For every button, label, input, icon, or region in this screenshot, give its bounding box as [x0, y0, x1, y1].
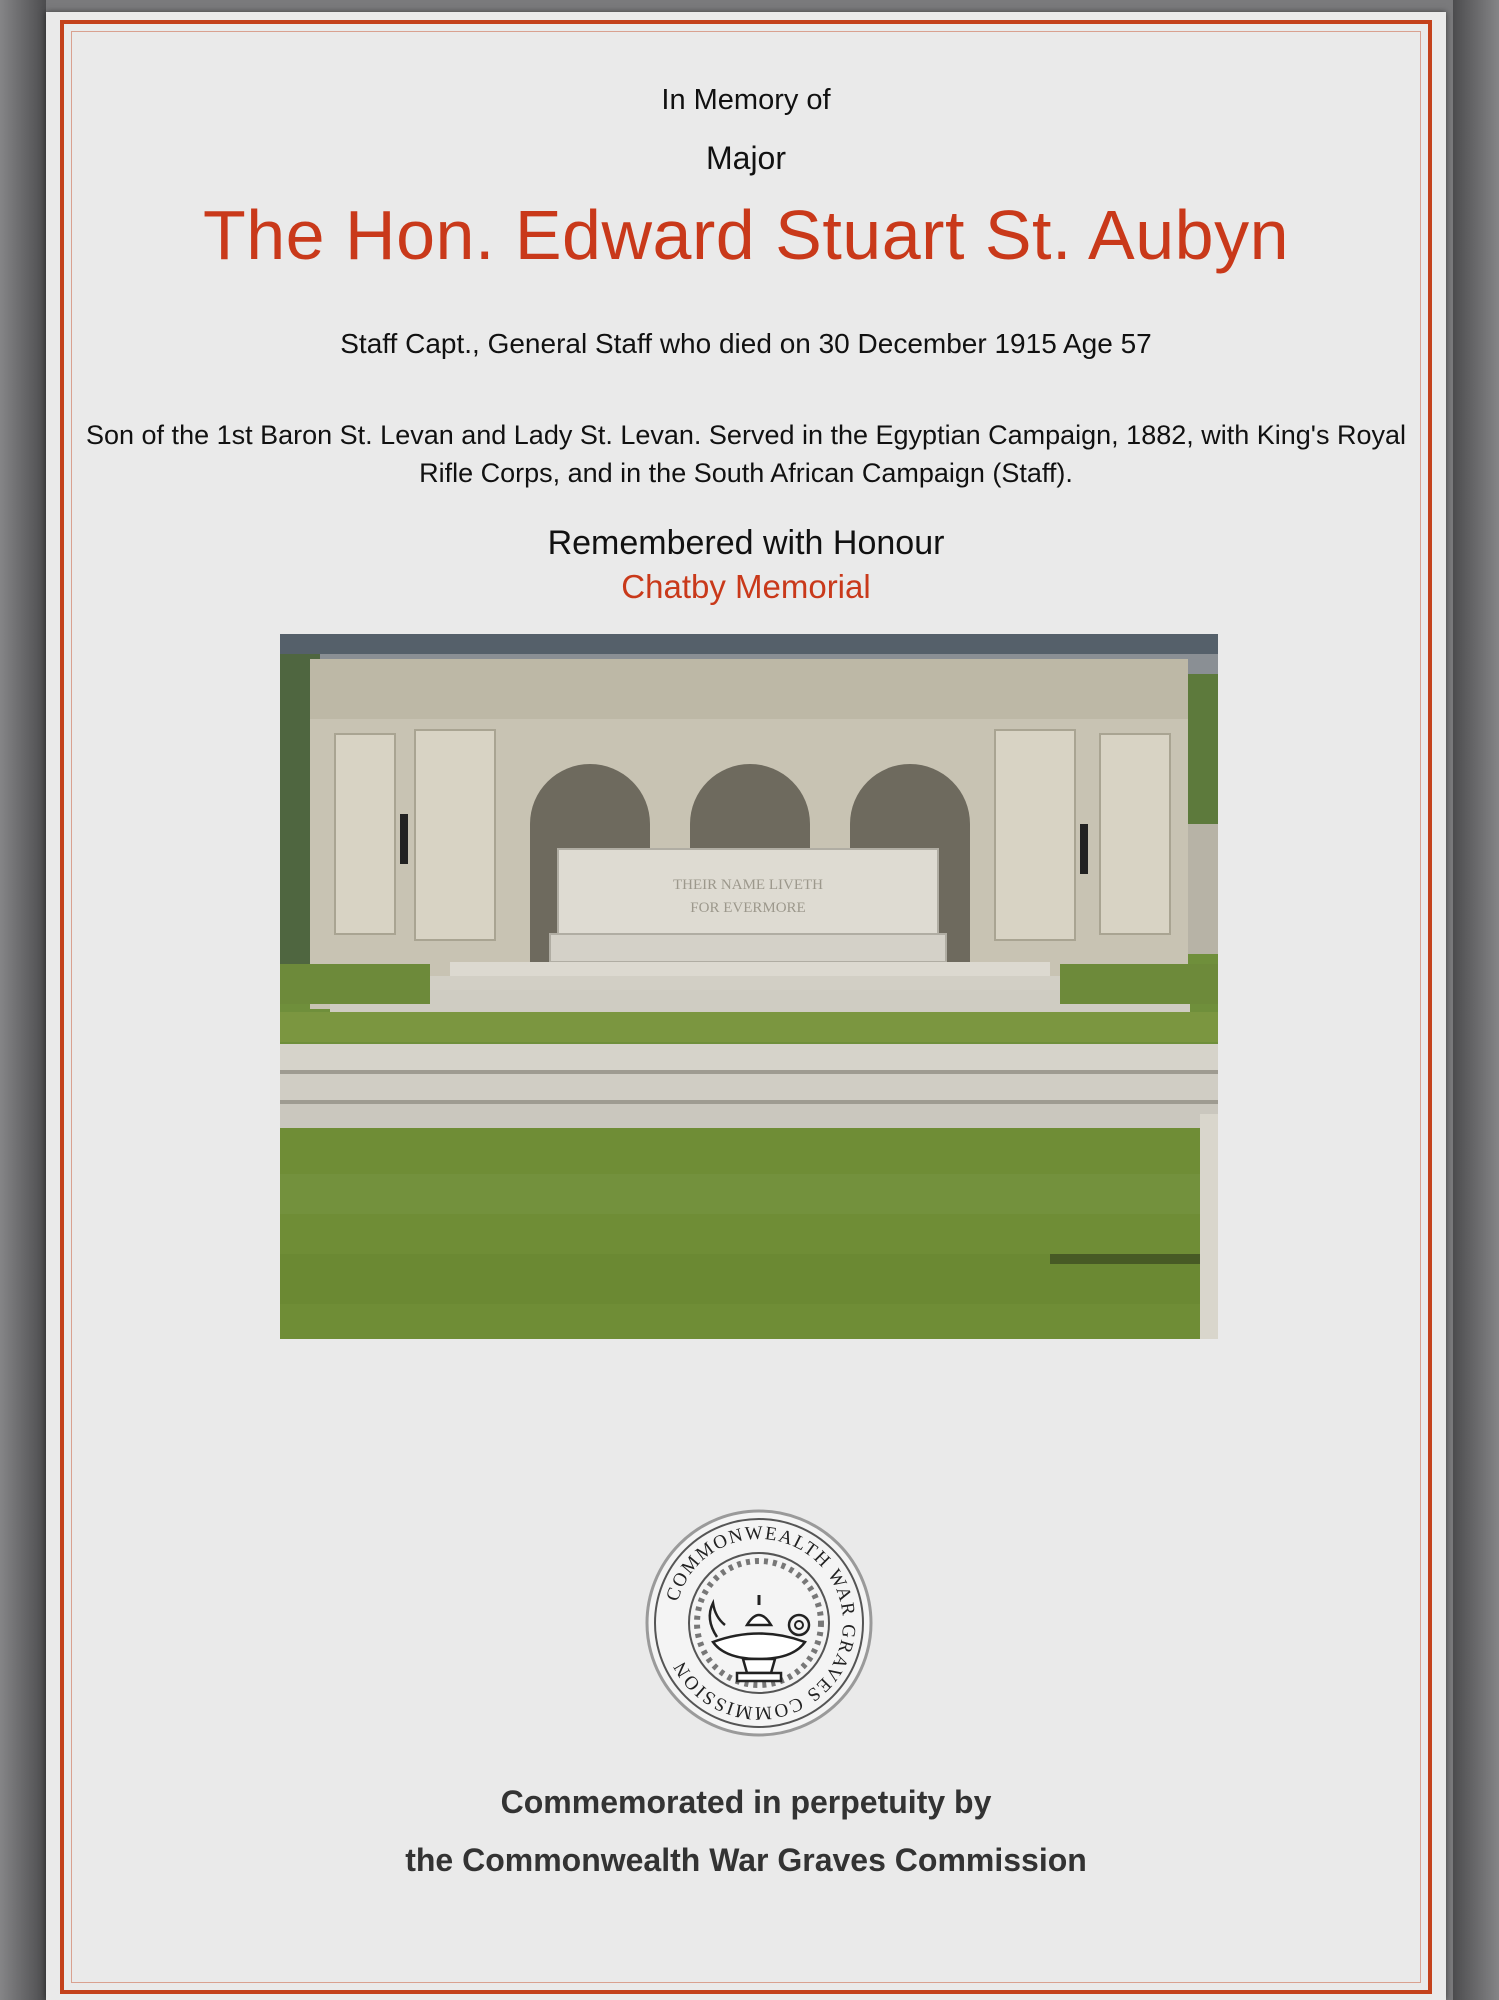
biography-text: Son of the 1st Baron St. Levan and Lady St. Levan. Served in the Egyptian Campaign, 1882, with King's Royal Rifle Corps, and in the South African Campaign (Staff). [86, 420, 1406, 488]
commemorated-line-2: the Commonwealth War Graves Commission [405, 1842, 1087, 1878]
remembered-heading: Remembered with Honour [547, 524, 945, 562]
cwgc-seal [643, 1507, 875, 1739]
inscription-line-1: THEIR NAME LIVETH [673, 877, 823, 893]
viewer-left-edge [0, 0, 46, 2000]
service-details: Staff Capt., General Staff who died on 30 December 1915 Age 57 [340, 328, 1152, 359]
rank-label: Major [705, 140, 786, 176]
viewer-right-edge [1453, 0, 1499, 2000]
certificate-page [46, 12, 1446, 2000]
inscription-line-2: FOR EVERMORE [690, 900, 806, 916]
memorial-photo [280, 634, 1218, 1339]
seal-lettering: COMMONWEALTH WAR GRAVES COMMISSION [662, 1522, 860, 1724]
commemorated-line-1: Commemorated in perpetuity by [500, 1784, 992, 1820]
in-memory-heading: In Memory of [661, 84, 831, 116]
memorial-name: Chatby Memorial [621, 568, 871, 605]
person-name: The Hon. Edward Stuart St. Aubyn [202, 196, 1290, 274]
